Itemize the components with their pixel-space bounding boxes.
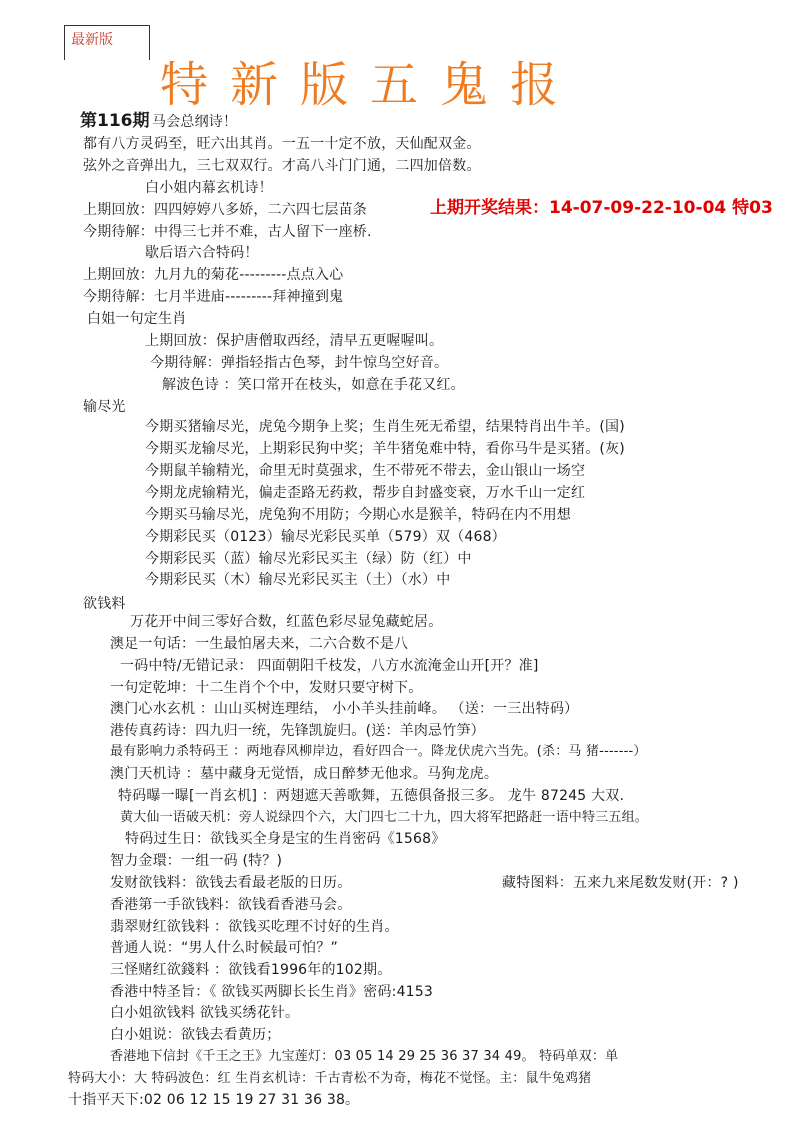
- text-line: 特码过生日：欲钱买全身是宝的生肖密码《1568》: [125, 831, 446, 847]
- text-line: 一码中特/无错记录： 四面朝阳千枝发，八方水流淹金山开[开？准]: [120, 658, 539, 674]
- text-line: 发财欲钱料：欲钱去看最老版的日历。: [110, 875, 352, 891]
- text-line: 澳门心水玄机 ：山山买树连理结， 小小羊头挂前峰。 （送：一三出特码）: [110, 701, 579, 717]
- section-heading: 白姐一句定生肖: [87, 311, 187, 327]
- edition-badge-text: 最新版: [71, 32, 113, 48]
- section-heading: 白小姐内幕玄机诗！: [145, 180, 273, 196]
- text-line: 今期待解：中得三七并不难，古人留下一座桥.: [83, 224, 372, 240]
- text-line: 今期彩民买（木）输尽光彩民买主（土）（水）中: [145, 572, 451, 588]
- text-line: 今期买龙输尽光，上期彩民狗中奖；羊牛猪兔难中特，看你马牛是买猪。(灰): [145, 441, 625, 457]
- text-line: 藏特图料：五来九来尾数发财(开：? ): [502, 875, 739, 891]
- issue-number: 第116期: [80, 111, 150, 131]
- text-line: 上期回放：四四婷婷八多娇，二六四七层苗条: [83, 202, 367, 218]
- text-line: 今期待解：七月半进庙---------拜神撞到鬼: [83, 289, 344, 305]
- section-heading: 欲钱料: [83, 596, 126, 612]
- text-line: 黄大仙一语破天机：旁人说绿四个六，大门四七二十九，四大将军把路赶一语中特三五组。: [120, 810, 649, 825]
- text-line: 特码曝一曝[一肖玄机] ：两翅遮天善歌舞，五德俱备报三多。 龙牛 87245 大双.: [118, 788, 625, 804]
- text-line: 今期彩民买（蓝）输尽光彩民买主（绿）防（红）中: [145, 551, 472, 567]
- text-line: 三怪赌红欲錢料 ：欲钱看1996年的102期。: [110, 962, 392, 978]
- text-line: 港传真药诗：四九归一统，先锋凯旋归。(送：羊肉忌竹笋）: [110, 723, 485, 739]
- text-line: 今期鼠羊输精光，命里无时莫强求，生不带死不带去，金山银山一场空: [145, 463, 586, 479]
- text-line: 特码大小：大 特码波色：红 生肖玄机诗：千古青松不为奇，梅花不觉怪。主：鼠牛兔鸡猪: [68, 1071, 592, 1086]
- text-line: 澳门天机诗 ：墓中藏身无觉悟，成日醉梦无他求。马狗龙虎。: [110, 766, 499, 782]
- text-line: 翡翠财红欲钱料 ：欲钱买吃理不讨好的生肖。: [110, 919, 399, 935]
- section-heading: 歇后语六合特码！: [145, 245, 259, 261]
- section-heading: 马会总纲诗！: [152, 114, 238, 130]
- text-line: 香港第一手欲钱料：欲钱看香港马会。: [110, 897, 352, 913]
- text-line: 澳足一句话：一生最怕屠夫来，二六合数不是八: [110, 636, 409, 652]
- last-draw-result: 上期开奖结果：14-07-09-22-10-04 特03: [430, 198, 773, 218]
- text-line: 弦外之音弹出九，三七双双行。才高八斗门门通，二四加倍数。: [83, 158, 481, 174]
- text-line: 最有影响力杀特码王 ：两地春风柳岸边，看好四合一。降龙伏虎六当先。(杀：马 猪-------）: [110, 744, 647, 759]
- text-line: 今期买马输尽光，虎兔狗不用防；今期心水是猴羊，特码在内不用想: [145, 507, 571, 523]
- text-line: 上期回放：九月九的菊花---------点点入心: [83, 267, 344, 283]
- text-line: 香港地下信封《千王之王》九宝莲灯：03 05 14 29 25 36 37 34 49。 特码单双：单: [110, 1049, 619, 1064]
- text-line: 今期买猪输尽光，虎兔今期争上奖；生肖生死无希望，结果特肖出牛羊。(国): [145, 419, 625, 435]
- text-line: 白小姐欲钱料 欲钱买绣花针。: [110, 1005, 300, 1021]
- text-line: 白小姐说：欲钱去看黄历；: [110, 1027, 281, 1043]
- text-line: 今期彩民买（0123）输尽光彩民买单（579）双（468）: [145, 529, 506, 545]
- text-line: 十指平天下:02 06 12 15 19 27 31 36 38。: [68, 1092, 360, 1108]
- section-heading: 输尽光: [83, 399, 126, 415]
- text-line: 一句定乾坤：十二生肖个个中，发财只要守树下。: [110, 680, 423, 696]
- text-line: 普通人说：“男人什么时候最可怕？”: [110, 940, 338, 956]
- text-line: 今期龙虎输精光，偏走歪路无药救，帮步自封盛变衰，万水千山一定红: [145, 485, 586, 501]
- edition-badge: [64, 25, 150, 60]
- text-line: 都有八方灵码至，旺六出其肖。一五一十定不放，天仙配双金。: [83, 136, 481, 152]
- text-line: 万花开中间三零好合数，红蓝色彩尽显兔藏蛇居。: [130, 614, 443, 630]
- text-line: 香港中特圣旨：《 欲钱买两脚长长生肖》密码:4153: [110, 984, 433, 1000]
- text-line: 智力金環：一组一码 (特？): [110, 853, 283, 869]
- text-line: 今期待解：弹指轻指古色琴，封牛惊鸟空好音。: [150, 355, 449, 371]
- text-line: 解波色诗 ：笑口常开在枝头，如意在手花又红。: [162, 377, 465, 393]
- text-line: 上期回放：保护唐僧取西经，清早五更喔喔叫。: [145, 333, 444, 349]
- page-title: 特新版五鬼报: [160, 57, 581, 113]
